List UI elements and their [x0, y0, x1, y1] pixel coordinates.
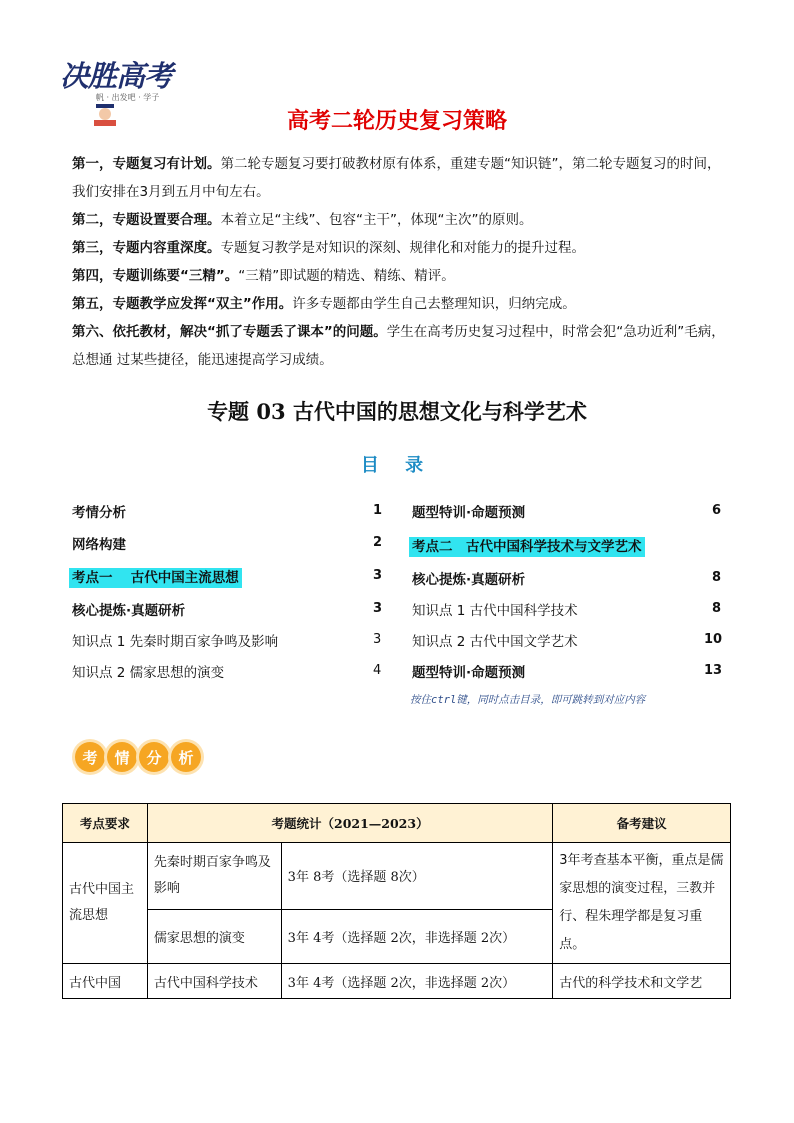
table-cell: 先秦时期百家争鸣及影响: [147, 843, 281, 910]
toc-page-number: 6: [712, 503, 722, 518]
toc-hint: 按住ctrl键，同时点击目录，即可跳转到对应内容: [410, 694, 646, 706]
table-cell: 古代中国科学技术: [147, 964, 281, 999]
badge-char: 析: [171, 742, 201, 772]
table-header: 考题统计（2021—2023）: [147, 804, 552, 843]
table-header: 备考建议: [553, 804, 731, 843]
table-header-row: [63, 804, 731, 843]
strategy-item-4: 第四，专题训练要“三精”。“三精”即试题的精选、精练、精评。: [72, 268, 455, 284]
toc-page-number: 10: [704, 632, 723, 647]
section-badge: [75, 742, 201, 772]
toc-page-number: 3: [373, 601, 383, 616]
toc-page-number: 2: [373, 535, 383, 550]
strategy-item-5: 第五，专题教学应发挥“双主”作用。许多专题都由学生自己去整理知识，归纳完成。: [72, 296, 576, 312]
table-cell: 古代中国: [63, 964, 148, 999]
table-cell: 3年 8考（选择题 8次）: [281, 843, 553, 910]
logo-text: 决胜高考: [60, 59, 173, 93]
table-cell: 古代的科学技术和文学艺: [553, 964, 731, 999]
toc-page-number: 1: [373, 503, 383, 518]
toc-item[interactable]: 知识点 2 古代中国文学艺术: [412, 634, 578, 650]
toc-item[interactable]: 知识点 2 儒家思想的演变: [72, 665, 225, 681]
toc-item[interactable]: 知识点 1 先秦时期百家争鸣及影响: [72, 634, 279, 650]
table-cell: 3年考查基本平衡，重点是儒家思想的演变过程，三教并行、程朱理学都是复习重点。: [553, 843, 731, 964]
strategy-item-1: 第一，专题复习有计划。第二轮专题复习要打破教材原有体系，重建专题“知识链”，第二轮专题复习的时间，我们安排在3月到五月中旬左右。: [72, 156, 721, 200]
toc-item[interactable]: 考情分析: [72, 505, 126, 521]
table-row: [63, 843, 731, 910]
badge-char: 分: [139, 742, 169, 772]
strategy-item-2: 第二，专题设置要合理。本着立足“主线”、包容“主干”，体现“主次”的原则。: [72, 212, 533, 228]
document-title: 高考二轮历史复习策略: [286, 109, 507, 134]
table-header: 考点要求: [63, 804, 148, 843]
toc-item[interactable]: 考点二 古代中国科学技术与文学艺术: [409, 535, 645, 555]
badge-char: 情: [107, 742, 137, 772]
toc-page-number: 8: [712, 601, 722, 616]
strategy-item-6: 第六、依托教材，解决“抓了专题丢了课本”的问题。学生在高考历史复习过程中，时常会犯“急功近利”毛病，总想通 过某些捷径，能迅速提高学习成绩。: [72, 324, 725, 368]
toc-page-number: 8: [712, 570, 722, 585]
table-cell: 古代中国主流思想: [63, 843, 148, 964]
toc-item[interactable]: 题型特训·命题预测: [412, 665, 526, 681]
logo-subtitle: 帆 · 出发吧 · 学子: [96, 93, 160, 102]
toc-item[interactable]: 核心提炼·真题研析: [412, 572, 526, 588]
toc-page-number: 3: [373, 632, 382, 647]
table-cell: 3年 4考（选择题 2次，非选择题 2次）: [281, 909, 553, 963]
toc-page-number: 3: [373, 568, 383, 583]
toc-title: 目 录: [360, 455, 434, 476]
toc-item[interactable]: 题型特训·命题预测: [412, 505, 526, 521]
topic-title: 专题 03 古代中国的思想文化与科学艺术: [207, 399, 587, 424]
badge-char: 考: [75, 742, 105, 772]
toc-item[interactable]: 知识点 1 古代中国科学技术: [412, 603, 578, 619]
strategy-item-3: 第三，专题内容重深度。专题复习教学是对知识的深刻、规律化和对能力的提升过程。: [72, 240, 585, 256]
toc-page-number: 4: [373, 663, 382, 678]
toc-item[interactable]: 网络构建: [72, 537, 126, 553]
table-row: [63, 964, 731, 999]
toc-page-number: 13: [704, 663, 723, 678]
exam-analysis-table: [62, 803, 731, 999]
table-cell: 3年 4考（选择题 2次，非选择题 2次）: [281, 964, 553, 999]
toc-item[interactable]: 核心提炼·真题研析: [72, 603, 186, 619]
table-cell: 儒家思想的演变: [147, 909, 281, 963]
toc-item[interactable]: 考点一 古代中国主流思想: [69, 566, 242, 586]
